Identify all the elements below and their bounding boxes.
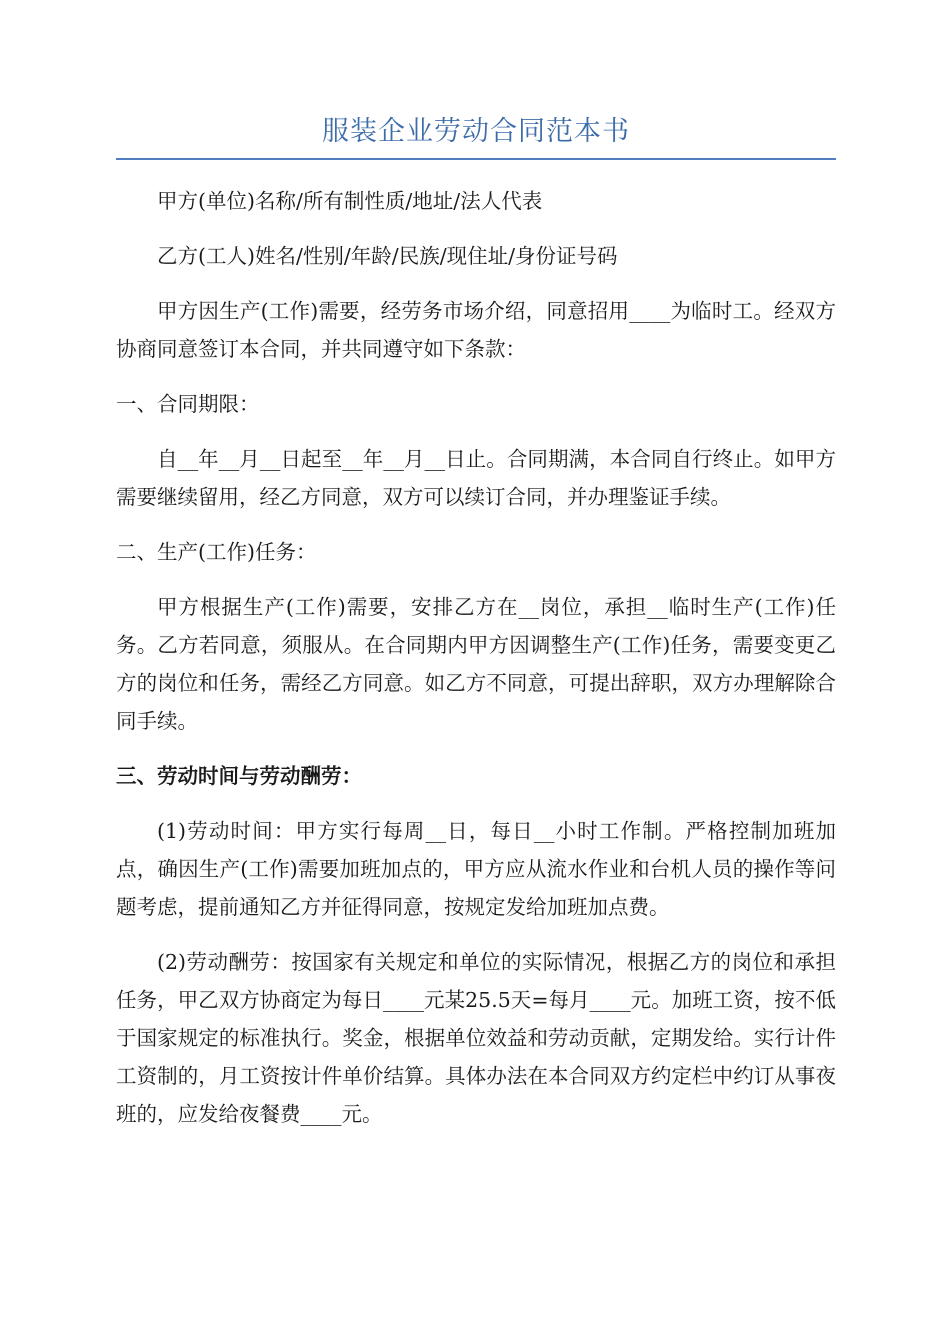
term-paragraph: 自__年__月__日起至__年__月__日止。合同期满，本合同自行终止。如甲方需要继续留用，经乙方同意，双方可以续订合同，并办理鉴证手续。 bbox=[116, 447, 836, 509]
party-a-line: 甲方(单位)名称/所有制性质/地址/法人代表 bbox=[157, 189, 543, 213]
document-page bbox=[116, 112, 836, 1150]
party-b-line: 乙方(工人)姓名/性别/年龄/民族/现住址/身份证号码 bbox=[157, 244, 618, 268]
section-heading-tasks: 二、生产(工作)任务： bbox=[116, 540, 317, 564]
section-heading-term: 一、合同期限： bbox=[116, 392, 260, 416]
intro-paragraph: 甲方因生产(工作)需要，经劳务市场介绍，同意招用____为临时工。经双方协商同意签订本合同，并共同遵守如下条款： bbox=[116, 299, 836, 361]
remuneration-paragraph: (2)劳动酬劳：按国家有关规定和单位的实际情况，根据乙方的岗位和承担任务，甲乙双方协商定为每日____元某25.5天=每月____元。加班工资，按不低于国家规定的标准执行。奖金，根据单位效益和劳动贡献，定期发给。实行计件工资制的，月工资按计件单价结算。具体办法在本合同双方约定栏中约订从事夜班的，应发给夜餐费____元。 bbox=[116, 950, 836, 1126]
tasks-paragraph: 甲方根据生产(工作)需要，安排乙方在__岗位，承担__临时生产(工作)任务。乙方若同意，须服从。在合同期内甲方因调整生产(工作)任务，需要变更乙方的岗位和任务，需经乙方同意。如乙方不同意，可提出辞职，双方办理解除合同手续。 bbox=[116, 595, 836, 733]
working-hours-paragraph: (1)劳动时间：甲方实行每周__日，每日__小时工作制。严格控制加班加点，确因生产(工作)需要加班加点的，甲方应从流水作业和台机人员的操作等问题考虑，提前通知乙方并征得同意，按规定发给加班加点费。 bbox=[116, 819, 836, 919]
document-title: 服装企业劳动合同范本书 bbox=[116, 112, 836, 160]
section-heading-hours-pay: 三、劳动时间与劳动酬劳： bbox=[116, 764, 362, 788]
